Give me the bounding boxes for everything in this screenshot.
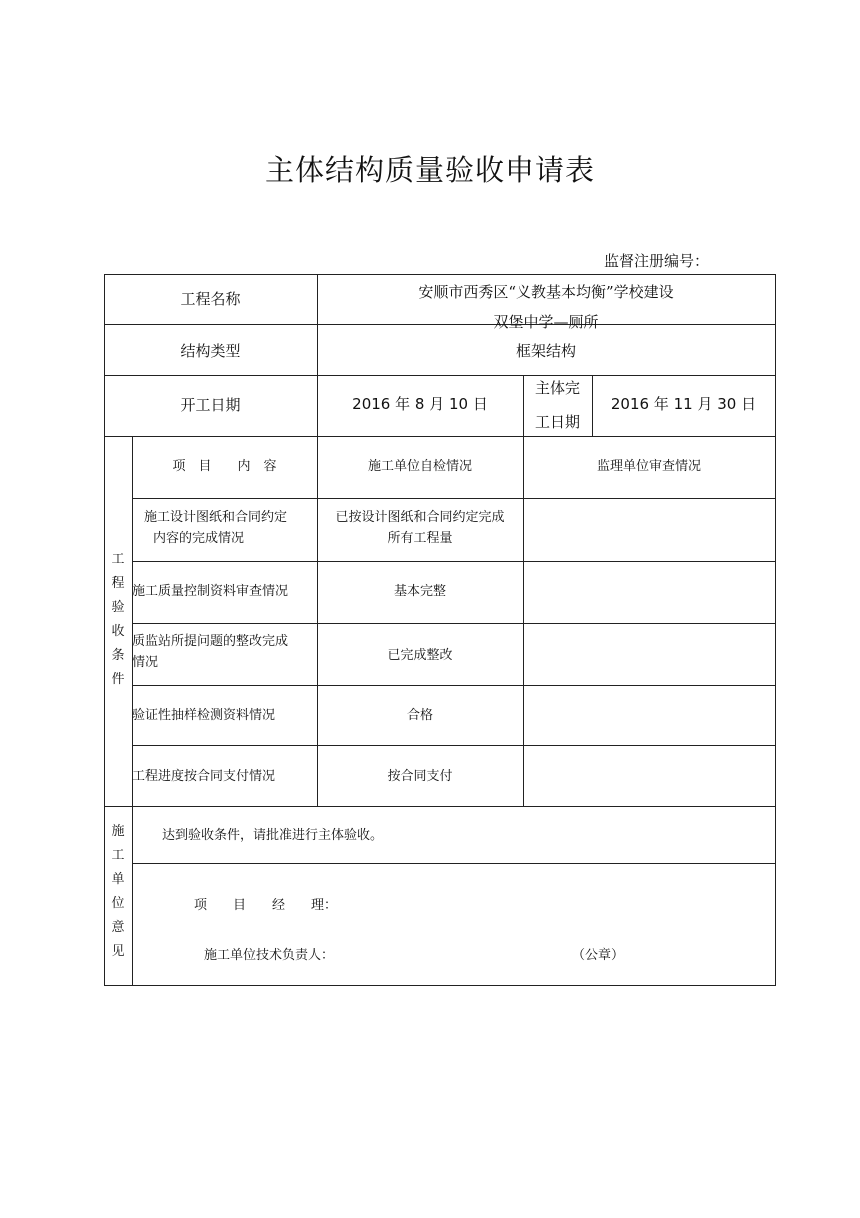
- row-divider: [104, 375, 776, 376]
- structure-type-value: 框架结构: [515, 342, 576, 360]
- table-border-bottom: [104, 985, 776, 986]
- row-divider: [104, 436, 776, 437]
- condition-item: 工程进度按合同支付情况: [132, 769, 276, 784]
- row-divider: [132, 498, 776, 499]
- table-border-left: [104, 274, 105, 986]
- page-title: 主体结构质量验收申请表: [264, 153, 595, 187]
- column-header-self-check: 施工单位自检情况: [367, 459, 472, 474]
- structure-type-label: 结构类型: [180, 342, 241, 360]
- row-divider: [132, 561, 776, 562]
- tech-lead-label: 施工单位技术负责人：: [204, 948, 335, 963]
- condition-self-check: 基本完整: [393, 584, 446, 599]
- project-name-label: 工程名称: [180, 290, 241, 308]
- table-border-right: [775, 274, 776, 986]
- completion-date-label: 主体完: [534, 379, 580, 397]
- row-divider: [132, 863, 776, 864]
- column-header-supervision: 监理单位审查情况: [596, 459, 701, 474]
- registration-number-label: 监督注册编号：: [604, 252, 710, 270]
- project-name-value: 安顺市西秀区“义教基本均衡”学校建设: [418, 283, 674, 301]
- condition-self-check: 已按设计图纸和合同约定完成 所有工程量: [335, 510, 505, 546]
- seal-label: （公章）: [572, 948, 625, 963]
- start-date-label: 开工日期: [180, 396, 241, 414]
- col-divider: [523, 436, 524, 807]
- condition-self-check: 合格: [406, 708, 433, 723]
- condition-item: 质监站所提问题的整改完成 情况: [132, 634, 289, 670]
- start-date-value: 2016 年 8 月 10 日: [352, 395, 488, 413]
- opinion-statement: 达到验收条件，请批准进行主体验收。: [162, 828, 384, 843]
- condition-item: 验证性抽样检测资料情况: [132, 708, 276, 723]
- conditions-side-label: 工 程 验 收 条 件: [111, 552, 125, 687]
- row-divider: [104, 806, 776, 807]
- row-divider: [132, 745, 776, 746]
- condition-self-check: 已完成整改: [387, 648, 453, 663]
- project-name-value-line2: 双堡中学—厕所: [493, 313, 599, 331]
- column-header-item: 项 目 内 容: [172, 459, 277, 474]
- condition-item: 施工质量控制资料审查情况: [132, 584, 289, 599]
- col-divider: [317, 436, 318, 807]
- row-divider: [132, 685, 776, 686]
- completion-date-value: 2016 年 11 月 30 日: [610, 395, 757, 413]
- opinion-side-label: 施 工 单 位 意 见: [111, 824, 125, 959]
- table-border-top: [104, 274, 776, 275]
- condition-item: 施工设计图纸和合同约定 内容的完成情况: [144, 510, 288, 546]
- condition-self-check: 按合同支付: [387, 769, 453, 784]
- project-manager-label: 项 目 经 理：: [194, 898, 338, 913]
- row-divider: [132, 623, 776, 624]
- completion-date-label-line2: 工日期: [534, 413, 580, 431]
